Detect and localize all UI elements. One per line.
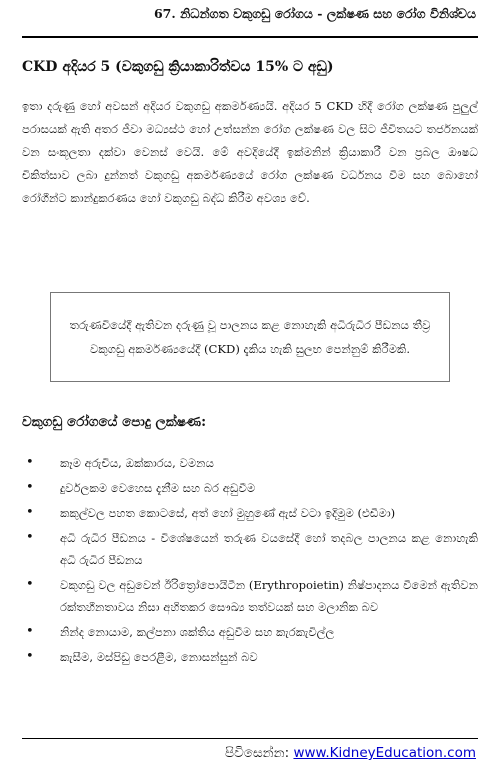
footer-website-link[interactable]: www.KidneyEducation.com [293, 745, 476, 761]
page-footer [225, 745, 476, 761]
list-item [22, 527, 478, 571]
symptom-list [22, 452, 478, 671]
bullet-icon: • [26, 577, 34, 592]
list-item-text: කෑම අරුචිය, ඔක්කාරය, වමනය [60, 456, 214, 470]
section-heading: CKD අදියර 5 (වකුගඩු ක්‍රියාකාරිත්වය 15% ට අඩු) [22, 59, 334, 75]
list-item [22, 477, 478, 499]
list-item-text: කැසීම, මස්පිඩු පෙරළීම, නොසන්සුන් බව [60, 650, 258, 664]
list-item-text: නින්ද නොයාම, කල්පනා ශක්තිය අඩුවීම සහ කැරකැවිල්ල [60, 625, 335, 639]
footer-label: පිවිසෙන්න: [224, 745, 290, 761]
list-item-text: දුර්වලකම වෙහෙස දැනීම සහ බර අඩුවීම [60, 481, 256, 495]
footer-divider [22, 738, 478, 739]
list-item [22, 574, 478, 618]
list-item-text: වකුගඩු වල අඩුවෙන් ඊරිත්‍රෝපොයිටීන (Erythropoietin) නිෂ්පාදනය වීමෙන් ඇතිවන රක්තහීනතාවය නිසා අහිතකර සෞඛ්‍ය තත්වයක් සහ මලානික බව [60, 578, 478, 614]
symptoms-heading: වකුගඩු රෝගයේ පොදු ලක්ෂණ: [22, 414, 207, 430]
bullet-icon: • [26, 624, 34, 639]
bullet-icon: • [26, 505, 34, 520]
list-item-text: අධි රුධිර පීඩනය - විශේෂයෙන් තරුණ වයසේදී හෝ තදබල පාලනය කළ නොහැකි අධි රුධිර පීඩනය [60, 531, 478, 567]
list-item [22, 452, 478, 474]
list-item-text: කකුල්වල පහත කොටසේ, අත් හෝ මුහුණේ ඇස් වටා ඉදිමුම (එඩීමා) [60, 506, 396, 520]
list-item [22, 646, 478, 668]
bullet-icon: • [26, 480, 34, 495]
bullet-icon: • [26, 455, 34, 470]
bullet-icon: • [26, 530, 34, 545]
section-paragraph: ඉතා දරුණු හෝ අවසන් අදියර වකුගඩු අකර්මණ්‍යයි. අදියර 5 CKD හිදී රෝග ලක්ෂණ පුලුල් පරාසයක් ඇති අතර ජීවා මධ්‍යස්ථ හෝ උත්සන්න රෝග ලක්ෂණ වල සිට ජීවිතයට තර්ජනයක් වන සංකූලතා දක්වා වෙනස් වෙයි. මේ අවදියේදී ඉක්මනින් ක්‍රියාකාරී වන ප්‍රබල ඖෂධ චිකිත්සාව ලබා දුන්නත් වකුගඩු අකර්මණ්‍යයේ රෝග ලක්ෂණ වර්ධනය වීම සහ බොහෝ රෝගීන්ට කාන්දුකරණය හෝ වකුගඩු බද්ධ කිරීම අවශ්‍ය වේ. [22, 99, 478, 205]
callout-text: තරුණවියේදී ඇතිවන දරුණු වූ පාලනය කළ නොහැකි අධිරුධිර පීඩනය තීව්‍ර වකුගඩු අකර්මණ්‍යයේදී (CKD) දැකිය හැකි සුලභ පෙන්නුම් කිරීමකි. [69, 318, 431, 356]
callout-box [50, 292, 450, 382]
list-item [22, 621, 478, 643]
chapter-title: 67. නිධන්ගත වකුගඩු රෝගය - ලක්ෂණ සහ රෝග විනිශ්චය [153, 6, 476, 21]
page-header [22, 0, 478, 38]
bullet-icon: • [26, 649, 34, 664]
list-item [22, 502, 478, 524]
